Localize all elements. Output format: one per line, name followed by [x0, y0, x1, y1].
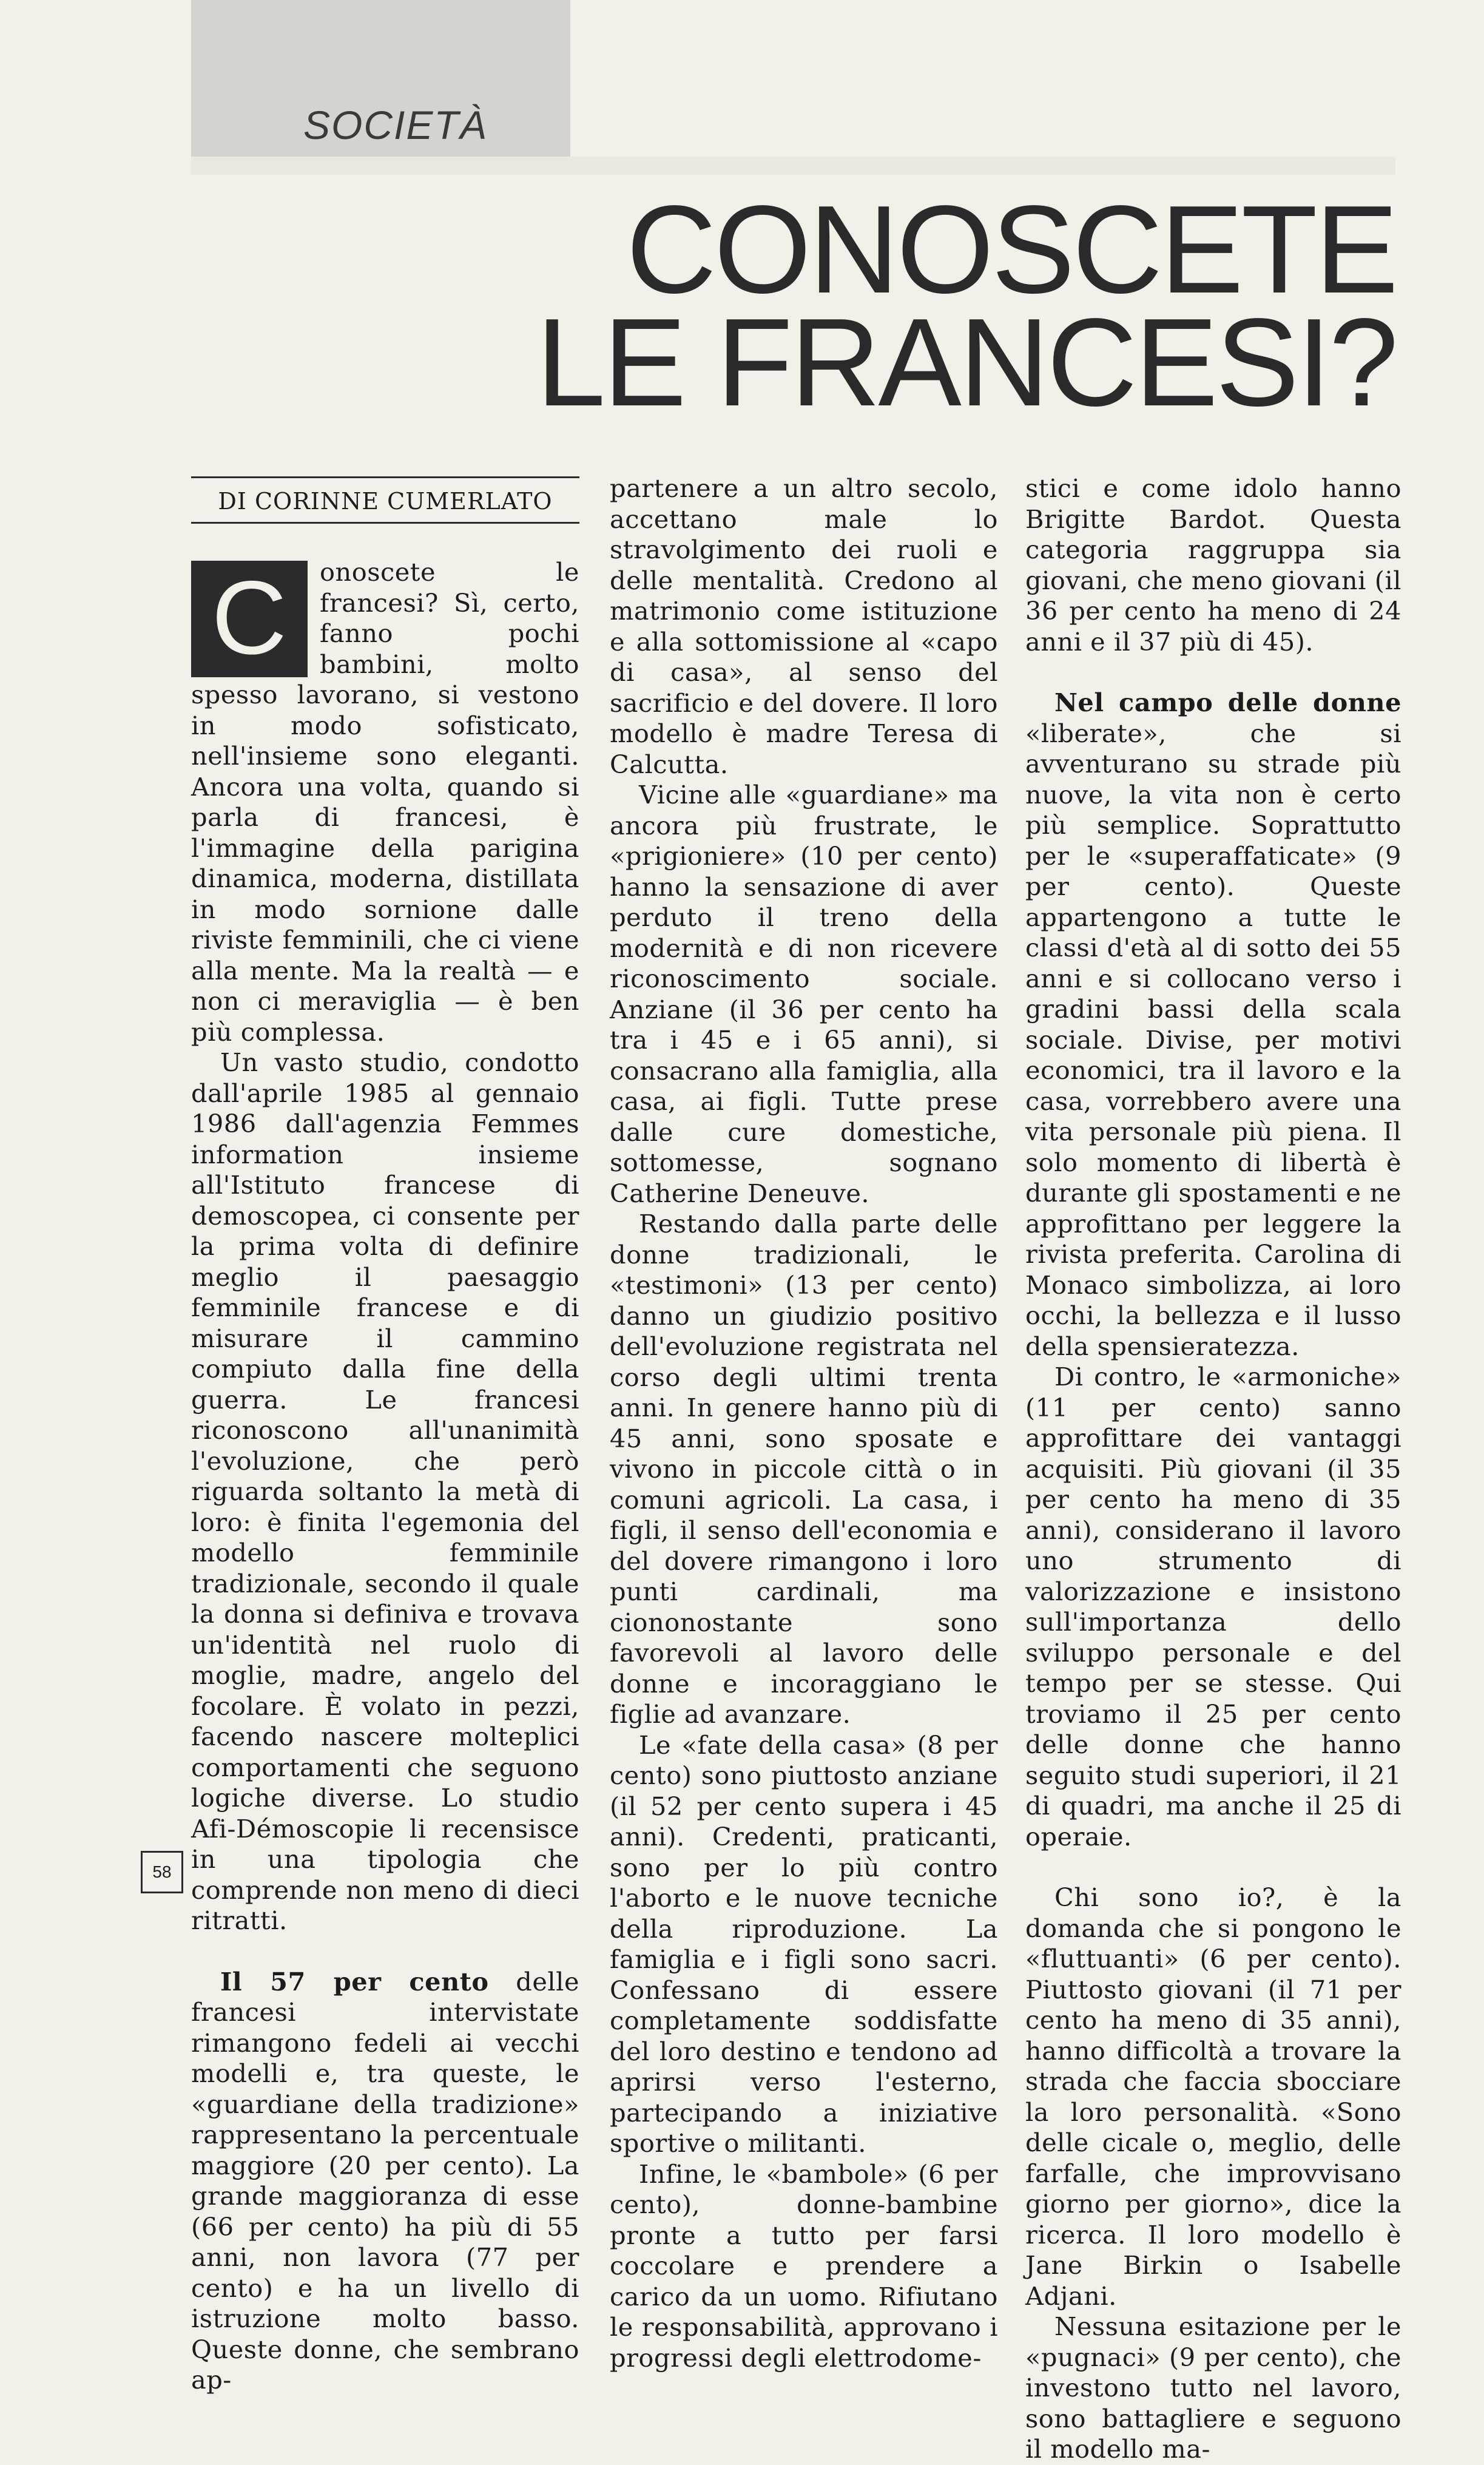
article-headline: [536, 180, 1396, 432]
section-label: SOCIETÀ: [303, 103, 488, 147]
paragraph: Restando dalla parte delle donne tradizionali, le «testimoni» (13 per cento) danno un giudizio positivo dell'evoluzione registrata nel corso degli ultimi trenta anni. In genere hanno più di 45 anni, sono sposate e vivono in piccole città o in comuni agricoli. La casa, i figli, il senso dell'economia e del dovere rimangono i loro punti cardinali, ma ciononostante sono favorevoli al lavoro delle donne e incoraggiano le figlie ad avanzare.: [610, 1209, 998, 1729]
dropcap-letter: C: [211, 560, 288, 676]
paragraph: partenere a un altro secolo, accettano male lo stravolgimento dei ruoli e delle mentalità. Credono al matrimonio come istituzione e alla sottomissione al «capo di casa», al senso del sacrificio e del dovere. Il loro modello è madre Teresa di Calcutta.: [610, 473, 998, 779]
page-number: 58: [141, 1851, 183, 1893]
dropcap: [191, 561, 308, 677]
paragraph-text: delle francesi intervistate rimangono fedeli ai vecchi modelli e, tra queste, le «guardiane della tradizione» rappresentano la percentuale maggiore (20 per cento). La grande maggioranza di esse (66 per cento) ha più di 55 anni, non lavora (77 per cento) e ha un livello di istruzione molto basso. Queste donne, che sembrano ap-: [191, 1966, 579, 2395]
lead-in-bold: Nel campo delle donne: [1054, 688, 1401, 717]
paragraph-text: onoscete le francesi? Sì, certo, fanno pochi bambini, molto spesso lavorano, si vestono in modo sofisticato, nell'insieme sono eleganti. Ancora una volta, quando si parla di francesi, è l'immagine della parigina dinamica, moderna, distillata in modo sornione dalle riviste femminili, che ci viene alla mente. Ma la realtà — e non ci meraviglia — è ben più complessa.: [191, 557, 579, 1047]
paragraph: Un vasto studio, condotto dall'aprile 1985 al gennaio 1986 dall'agenzia Femmes information insieme all'Istituto francese di demoscopea, ci consente per la prima volta di definire meglio il paesaggio femminile francese e di misurare il cammino compiuto dalla fine della guerra. Le francesi riconoscono all'unanimità l'evoluzione, che però riguarda soltanto la metà di loro: è finita l'egemonia del modello femminile tradizionale, secondo il quale la donna si definiva e trovava un'identità nel ruolo di moglie, madre, angelo del focolare. È volato in pezzi, facendo nascere molteplici comportamenti che seguono logiche diverse. Lo studio Afi-Démoscopie li recensisce in una tipologia che comprende non meno di dieci ritratti.: [191, 1047, 579, 1935]
article-column-1: [191, 557, 579, 2396]
paragraph: Le «fate della casa» (8 per cento) sono piuttosto anziane (il 52 per cento supera i 45 anni). Credenti, praticanti, sono per lo più contro l'aborto e le nuove tecniche della riproduzione. La famiglia e i figli sono sacri. Confessano di essere completamente soddisfatte del loro destino e tendono ad aprirsi verso l'esterno, partecipando a iniziative sportive o militanti.: [610, 1730, 998, 2158]
paragraph: Infine, le «bambole» (6 per cento), donne-bambine pronte a tutto per farsi coccolare e prendere a carico da un uomo. Rifiutano le responsabilità, approvano i progressi degli elettrodome-: [610, 2159, 998, 2373]
lead-in-bold: Il 57 per cento: [220, 1966, 489, 1997]
paragraph: Nessuna esitazione per le «pugnaci» (9 per cento), che investono tutto nel lavoro, sono battagliere e seguono il modello ma-: [1025, 2311, 1401, 2464]
paragraph: [191, 557, 579, 1047]
headline-line-2: LE FRANCESI?: [536, 292, 1396, 432]
headline-line-1: CONOSCETE: [626, 180, 1396, 319]
paragraph: Di contro, le «armoniche» (11 per cento) sanno approfittare dei vantaggi acquisiti. Più giovani (il 35 per cento ha meno di 35 anni), considerano il lavoro uno strumento di valorizzazione e insistono sull'importanza dello sviluppo personale e del tempo per se stesse. Qui troviamo il 25 per cento delle donne che hanno seguito studi superiori, il 21 di quadri, ma anche il 25 di operaie.: [1025, 1362, 1401, 1851]
article-column-2: [610, 473, 998, 2373]
paragraph-text: «liberate», che si avventurano su strade più nuove, la vita non è certo più semplice. Soprattutto per le «superaffaticate» (9 per cento). Queste appartengono a tutte le classi d'età al di sotto dei 55 anni e si collocano verso i gradini bassi della scala sociale. Divise, per motivi economici, tra il lavoro e la casa, vorrebbero avere una vita personale più piena. Il solo momento di libertà è durante gli spostamenti e ne approfittano per leggere la rivista preferita. Carolina di Monaco simbolizza, ai loro occhi, la bellezza e il lusso della spensieratezza.: [1025, 718, 1401, 1361]
article-column-3: [1025, 473, 1401, 2465]
paragraph: Vicine alle «guardiane» ma ancora più frustrate, le «prigioniere» (10 per cento) hanno la sensazione di aver perduto il treno della modernità e di non ricevere riconoscimento sociale. Anziane (il 36 per cento ha tra i 45 e i 65 anni), si consacrano alla famiglia, alla casa, ai figli. Tutte prese dalle cure domestiche, sottomesse, sognano Catherine Deneuve.: [610, 780, 998, 1208]
paragraph: [191, 1967, 579, 2396]
paragraph: [1025, 688, 1401, 1362]
paragraph: stici e come idolo hanno Brigitte Bardot. Questa categoria raggruppa sia giovani, che meno giovani (il 36 per cento ha meno di 24 anni e il 37 più di 45).: [1025, 473, 1401, 657]
paragraph: Chi sono io?, è la domanda che si pongono le «fluttuanti» (6 per cento). Piuttosto giovani (il 71 per cento ha meno di 35 anni), hanno difficoltà a trovare la strada che faccia sbocciare la loro personalità. «Sono delle cicale o, meglio, delle farfalle, che improvvisano giorno per giorno», dice la ricerca. Il loro modello è Jane Birkin o Isabelle Adjani.: [1025, 1882, 1401, 2311]
byline: DI CORINNE CUMERLATO: [191, 476, 579, 524]
bleed-through-band: [191, 157, 1395, 175]
